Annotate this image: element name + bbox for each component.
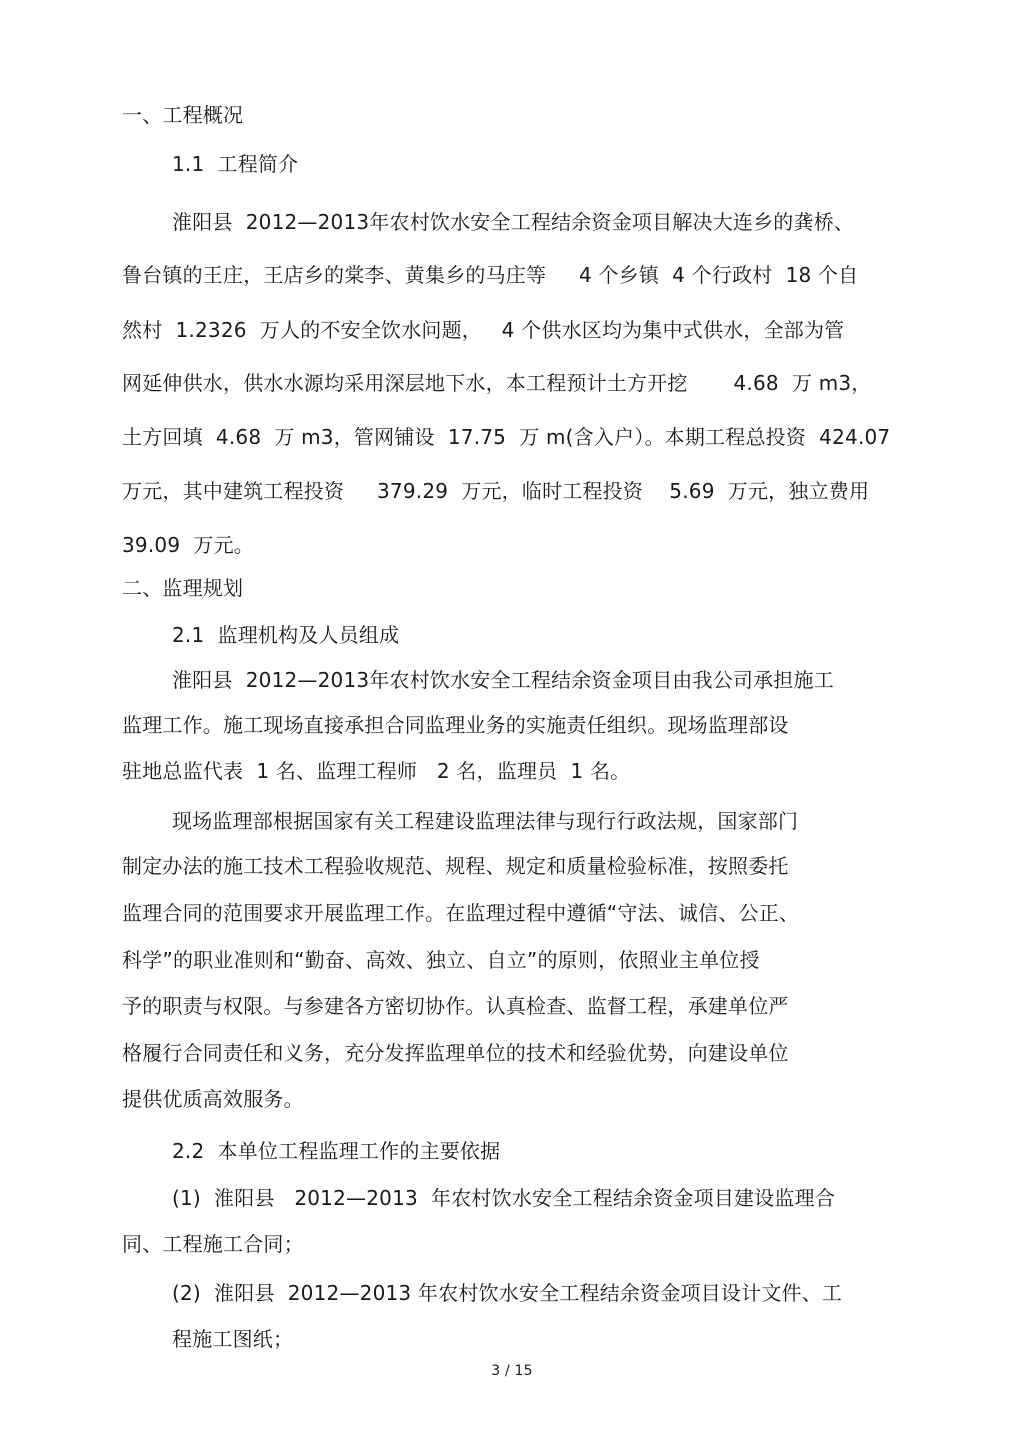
paragraph-line: 然村 1.2326 万人的不安全饮水问题， 4 个供水区均为集中式供水，全部为管 (122, 318, 845, 342)
paragraph-line: 驻地总监代表 1 名、监理工程师 2 名，监理员 1 名。 (122, 759, 631, 783)
paragraph-line: 万元，其中建筑工程投资 379.29 万元，临时工程投资 5.69 万元，独立费用 (122, 479, 870, 503)
paragraph-line: 制定办法的施工技术工程验收规范、规程、规定和质量检验标准，按照委托 (122, 854, 789, 878)
list-item-line: (1) 淮阳县 2012—2013 年农村饮水安全工程结余资金项目建设监理合 (172, 1186, 836, 1210)
paragraph-line: 鲁台镇的王庄，王店乡的棠李、黄集乡的马庄等 4 个乡镇 4 个行政村 18 个自 (122, 263, 859, 287)
paragraph-line: 39.09 万元。 (122, 533, 254, 557)
paragraph-line: 格履行合同责任和义务，充分发挥监理单位的技术和经验优势，向建设单位 (122, 1041, 789, 1065)
paragraph-line: 监理工作。施工现场直接承担合同监理业务的实施责任组织。现场监理部设 (122, 713, 789, 737)
subsection-heading: 2.2 本单位工程监理工作的主要依据 (172, 1139, 501, 1163)
paragraph-line: 科学”的职业准则和“勤奋、高效、独立、自立”的原则，依照业主单位授 (122, 948, 760, 972)
paragraph-line: 现场监理部根据国家有关工程建设监理法律与现行行政法规，国家部门 (172, 809, 799, 833)
paragraph-line: 提供优质高效服务。 (122, 1087, 304, 1111)
section-heading: 二、监理规划 (122, 576, 244, 600)
section-heading: 一、工程概况 (122, 103, 244, 127)
list-item-line: 程施工图纸； (172, 1327, 294, 1351)
paragraph-line: 淮阳县 2012—2013年农村饮水安全工程结余资金项目解决大连乡的龚桥、 (172, 210, 855, 234)
paragraph-line: 淮阳县 2012—2013年农村饮水安全工程结余资金项目由我公司承担施工 (172, 668, 834, 692)
paragraph-line: 土方回填 4.68 万 m3，管网铺设 17.75 万 m(含入户）。本期工程总投资 424.07 (122, 425, 891, 449)
paragraph-line: 监理合同的范围要求开展监理工作。在监理过程中遵循“守法、诚信、公正、 (122, 901, 800, 925)
list-item-line: 同、工程施工合同； (122, 1232, 304, 1256)
subsection-heading: 2.1 监理机构及人员组成 (172, 623, 400, 647)
page-number: 3 / 15 (491, 1363, 533, 1379)
list-item-line: (2) 淮阳县 2012—2013 年农村饮水安全工程结余资金项目设计文件、工 (172, 1281, 843, 1305)
paragraph-line: 予的职责与权限。与参建各方密切协作。认真检查、监督工程，承建单位严 (122, 994, 789, 1018)
subsection-heading: 1.1 工程简介 (172, 152, 299, 176)
paragraph-line: 网延伸供水，供水水源均采用深层地下水，本工程预计土方开挖 4.68 万 m3， (122, 371, 872, 395)
